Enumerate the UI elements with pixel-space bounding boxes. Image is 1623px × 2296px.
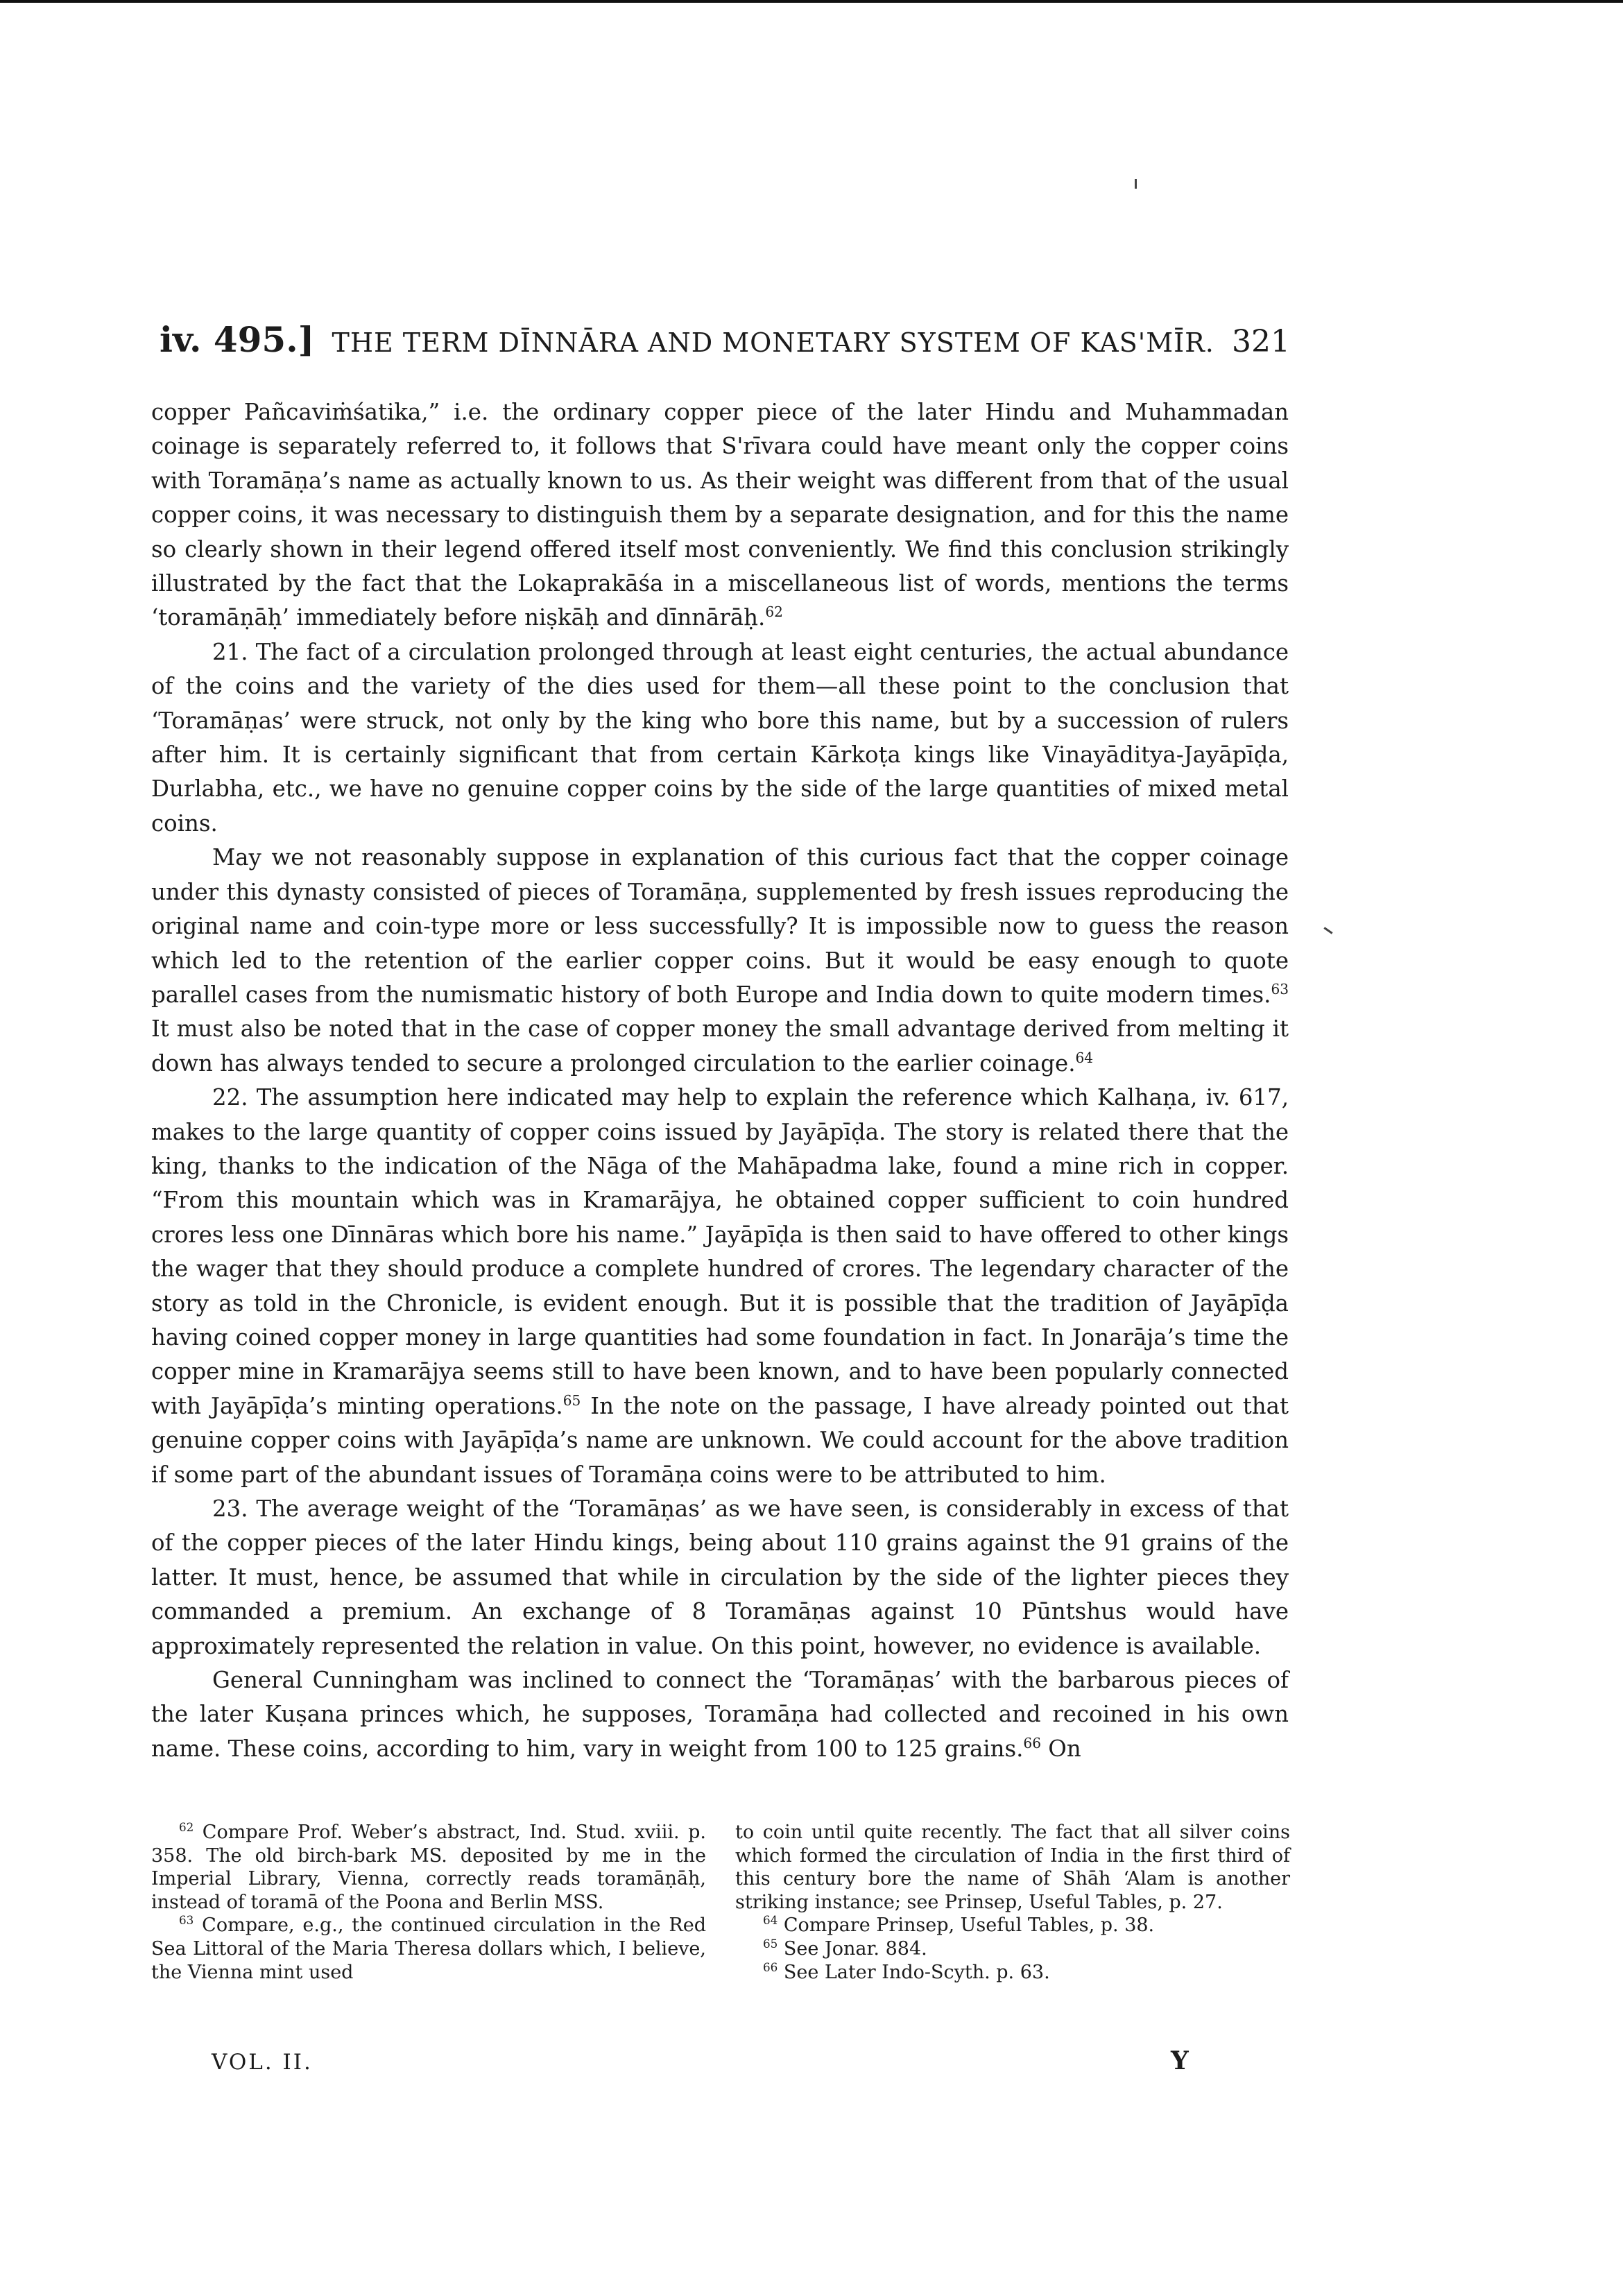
paragraph: May we not reasonably suppose in explanation of this curious fact that the copper coinage under this dynasty consisted of pieces of Toramāṇa, supplemented by fresh issues reproducing the original name and coin-type more or less successfully? It is impossible now to guess the reason which led to the retention of the earlier copper coins. But it would be easy enough to quote parallel cases from the numismatic history of both Europe and India down to quite modern times.$^{63}$ It must also be noted that in the case of copper money the small advantage derived from melting it down has always tended to secure a prolonged circulation to the earlier coinage.$^{64}$ [151, 844, 1289, 1077]
footnote-ref[interactable]: 66 [1023, 1735, 1041, 1752]
scan-mark [1323, 927, 1332, 934]
scan-mark [1135, 179, 1137, 189]
footnote: $^{65}$ See Jonar. 884. [763, 1936, 927, 1960]
footnote-ref[interactable]: 63 [1271, 981, 1289, 998]
footnote: $^{62}$ Compare Prof. Weber’s abstract, Ind. Stud. xviii. p. 358. The old birch-bark MS. deposited by me in the Imperial Library, Vienna, correctly reads toramāṇāḥ, instead of toramā of the Poona and Berlin MSS. [151, 1820, 706, 1913]
footnote: $^{63}$ Compare, e.g., the continued circulation in the Red Sea Littoral of the Maria Theresa dollars which, I believe, the Vienna mint used [151, 1913, 706, 1983]
footnote: $^{64}$ Compare Prinsep, Useful Tables, p. 38. [763, 1913, 1155, 1937]
footnote-continuation: to coin until quite recently. The fact that all silver coins which formed the circulation of India in the first third of this century bore the name of Shāh ‘Alam is another striking instance; see Prinsep, Useful Tables, p. 27. [735, 1822, 1290, 1913]
paragraph: 21. The fact of a circulation prolonged through at least eight centuries, the actual abundance of the coins and the variety of the dies used for them—all these point to the conclusion that ‘Toramāṇas’ were struck, not only by the king who bore this name, but by a succession of rulers after him. It is certainly significant that from certain Kārkoṭa kings like Vinayāditya-Jayāpīḍa, Durlabha, etc., we have no genuine copper coins by the side of the large quantities of mixed metal coins. [151, 638, 1289, 837]
paragraph: 23. The average weight of the ‘Toramāṇas’ as we have seen, is considerably in excess of that of the copper pieces of the later Hindu kings, being about 110 grains against the 91 grains of the latter. It must, hence, be assumed that while in circulation by the side of the lighter pieces they commanded a premium. An exchange of 8 Toramāṇas against 10 Pūntshus would have approximately represented the relation in value. On this point, however, no evidence is available. [151, 1496, 1289, 1659]
footnote-number: 62 [179, 1820, 194, 1834]
paragraph: General Cunningham was inclined to connect the ‘Toramāṇas’ with the barbarous pieces of the later Kuṣana princes which, he supposes, Toramāṇa had collected and recoined in his own name. These coins, according to him, vary in weight from 100 to 125 grains.$^{66}$ On [151, 1667, 1289, 1762]
footnote-ref[interactable]: 64 [1075, 1049, 1094, 1066]
footnote-number: 65 [763, 1936, 778, 1951]
footnote-ref[interactable]: 62 [765, 603, 783, 621]
footnote-number: 66 [763, 1960, 778, 1974]
paragraph: copper Pañcaviṁśatika,” i.e. the ordinary copper piece of the later Hindu and Muhammadan coinage is separately referred to, it follows that S'rīvara could have meant only the copper coins with Toramāṇa’s name as actually known to us. As their weight was different from that of the usual copper coins, it was necessary to distinguish them by a separate designation, and for this the name so clearly shown in their legend offered itself most conveniently. We find this conclusion strikingly illustrated by the fact that the Lokaprakāśa in a miscellaneous list of words, mentions the terms ‘toramāṇāḥ’ immediately before niṣkāḥ and dīnnārāḥ.$^{62}$ [151, 399, 1289, 631]
page-top-edge [0, 0, 1623, 3]
footnote-column-right [735, 1821, 1290, 1984]
paragraph: 22. The assumption here indicated may help to explain the reference which Kalhaṇa, iv. 617, makes to the large quantity of copper coins issued by Jayāpīḍa. The story is related there that the king, thanks to the indication of the Nāga of the Mahāpadma lake, found a mine rich in copper. “From this mountain which was in Kramarājya, he obtained copper sufficient to coin hundred crores less one Dīnnāras which bore his name.” Jayāpīḍa is then said to have offered to other kings the wager that they should produce a complete hundred of crores. The legendary character of the story as told in the Chronicle, is evident enough. But it is possible that the tradition of Jayāpīḍa having coined copper money in large quantities had some foundation in fact. In Jonarāja’s time the copper mine in Kramarājya seems still to have been known, and to have been popularly connected with Jayāpīḍa’s minting operations.$^{65}$ In the note on the passage, I have already pointed out that genuine copper coins with Jayāpīḍa’s name are unknown. We could account for the above tradition if some part of the abundant issues of Toramāṇa coins were to be attributed to him. [151, 1084, 1289, 1488]
section-number: 23. [212, 1496, 248, 1522]
page-number: 321 [1232, 324, 1290, 359]
footnote: $^{66}$ See Later Indo-Scyth. p. 63. [763, 1960, 1050, 1983]
section-reference: iv. 495.] [160, 319, 315, 360]
footnote-number: 63 [179, 1913, 194, 1928]
footnotes [151, 1821, 1290, 1984]
running-header [160, 319, 1290, 368]
footnote-ref[interactable]: 65 [563, 1391, 581, 1409]
signature-letter: Y [1171, 2046, 1189, 2075]
volume-signature: VOL. II. [212, 2050, 313, 2075]
body-text [151, 395, 1289, 1766]
running-title: THE TERM DĪNNĀRA AND MONETARY SYSTEM OF KAS'MĪR. [332, 327, 1214, 358]
section-number: 22. [212, 1084, 248, 1111]
footnote-number: 64 [763, 1913, 778, 1928]
section-number: 21. [212, 638, 248, 665]
footnote-column-left [151, 1821, 706, 1984]
